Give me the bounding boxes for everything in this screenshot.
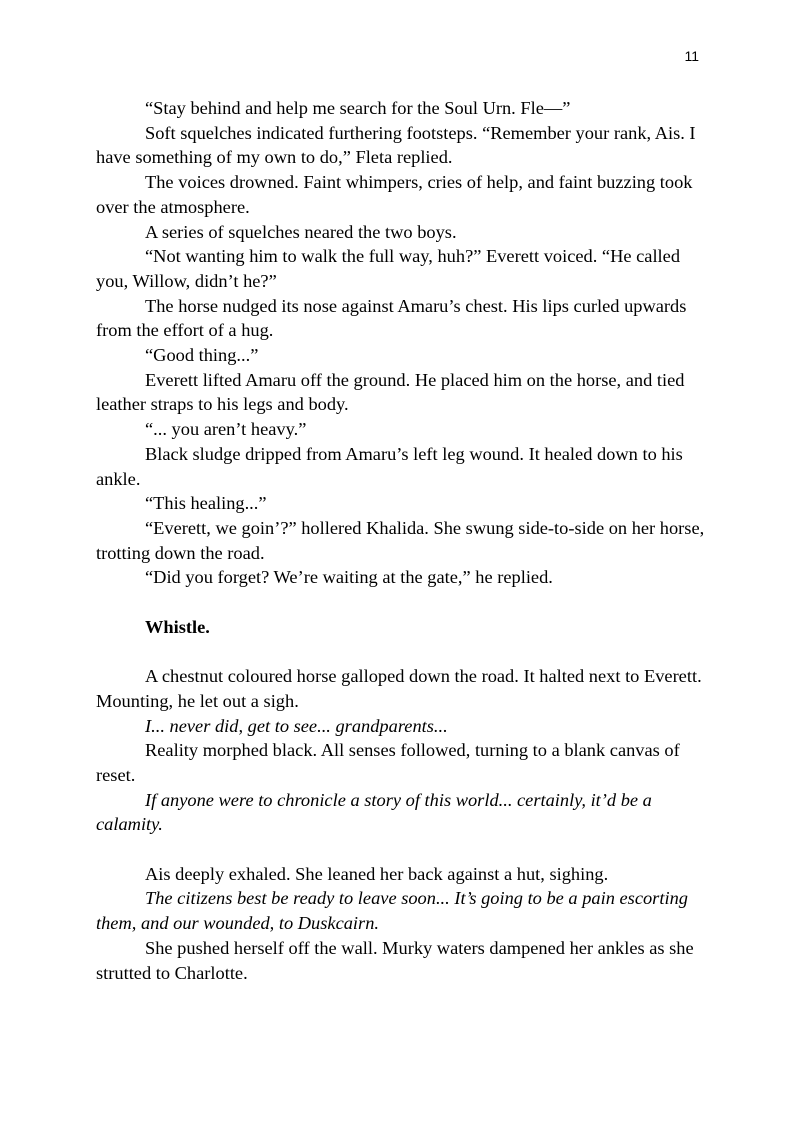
paragraph: Reality morphed black. All senses followed, turning to a blank canvas of reset. (96, 740, 680, 785)
paragraph: “Did you forget? We’re waiting at the gate,” he replied. (145, 567, 553, 588)
paragraph: She pushed herself off the wall. Murky waters dampened her ankles as she strutted to Charlotte. (96, 937, 694, 983)
body-text (96, 96, 706, 985)
paragraph: A chestnut coloured horse galloped down the road. It halted next to Everett. Mounting, he let out a sigh. (96, 666, 702, 711)
scene-heading: Whistle. (145, 616, 210, 637)
blank-line (96, 639, 706, 664)
page-number: 11 (684, 48, 699, 64)
paragraph: Ais deeply exhaled. She leaned her back against a hut, sighing. (145, 863, 609, 884)
paragraph: “Everett, we goin’?” hollered Khalida. She swung side-to-side on her horse, trotting down the road. (96, 517, 705, 563)
blank-line (96, 837, 706, 862)
paragraph: Soft squelches indicated furthering footsteps. “Remember your rank, Ais. I have something of my own to do,” Fleta replied. (96, 122, 696, 168)
thought-paragraph: The citizens best be ready to leave soon... It’s going to be a pain escorting them, and our wounded, to Duskcairn. (96, 888, 688, 934)
paragraph: Black sludge dripped from Amaru’s left leg wound. It healed down to his ankle. (96, 443, 683, 489)
paragraph: Everett lifted Amaru off the ground. He placed him on the horse, and tied leather straps to his legs and body. (96, 369, 685, 415)
paragraph: “... you aren’t heavy.” (145, 419, 307, 440)
paragraph: “Not wanting him to walk the full way, huh?” Everett voiced. “He called you, Willow, didn’t he?” (96, 246, 681, 291)
paragraph: The horse nudged its nose against Amaru’s chest. His lips curled upwards from the effort of a hug. (96, 295, 687, 341)
thought-paragraph: I... never did, get to see... grandparents... (145, 715, 448, 736)
paragraph: “Good thing...” (145, 345, 259, 366)
thought-paragraph: If anyone were to chronicle a story of this world... certainly, it’d be a calamity. (96, 789, 652, 835)
blank-line (96, 590, 706, 615)
paragraph: A series of squelches neared the two boys. (145, 221, 457, 242)
paragraph: The voices drowned. Faint whimpers, cries of help, and faint buzzing took over the atmosphere. (96, 172, 693, 217)
paragraph: “Stay behind and help me search for the Soul Urn. Fle—” (145, 98, 571, 118)
paragraph: “This healing...” (145, 493, 267, 514)
